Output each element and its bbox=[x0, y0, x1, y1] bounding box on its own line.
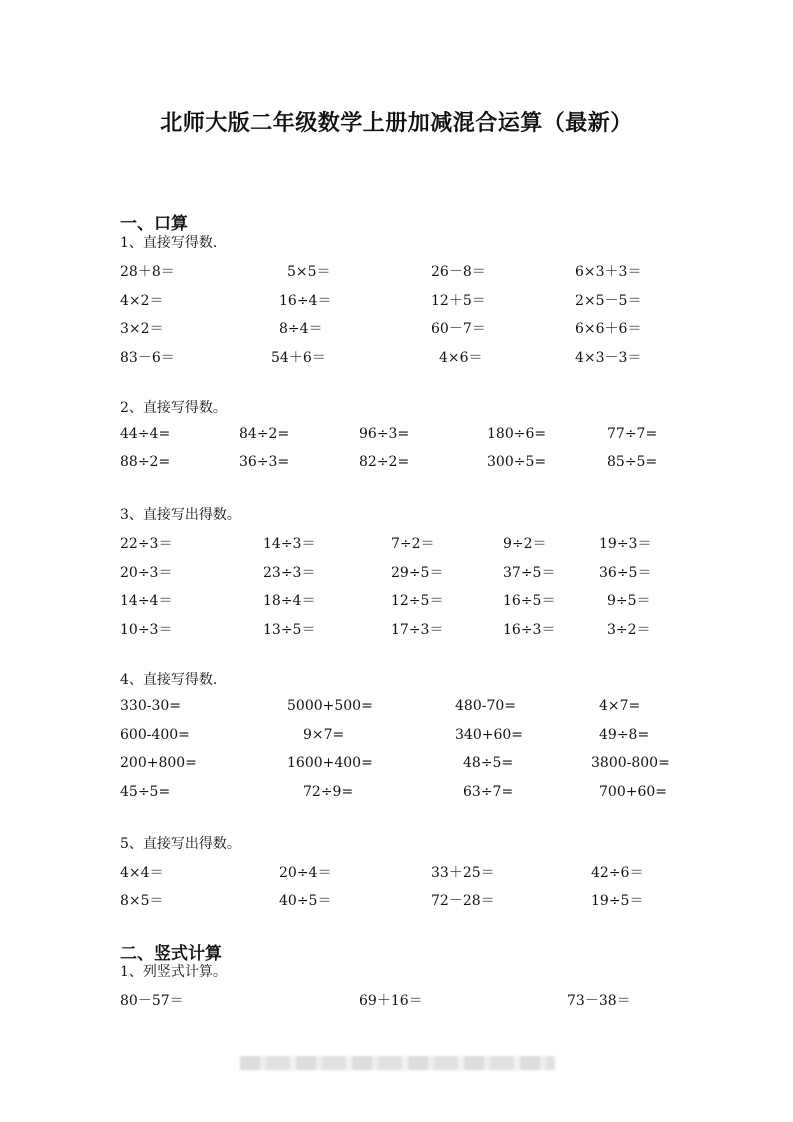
exercise-item: 82÷2= bbox=[359, 454, 410, 470]
exercise-item: 16÷4＝ bbox=[279, 293, 332, 309]
exercise-item: 300÷5= bbox=[487, 454, 547, 470]
exercise-item: 40÷5＝ bbox=[279, 893, 332, 909]
exercise-row bbox=[0, 454, 793, 474]
exercise-item: 3800-800= bbox=[591, 755, 670, 771]
exercise-row bbox=[0, 533, 793, 553]
exercise-item: 12＋5＝ bbox=[431, 293, 486, 309]
exercise-item: 80－57＝ bbox=[120, 993, 184, 1009]
section-oral-heading: 一、口算 bbox=[120, 214, 188, 234]
exercise-row bbox=[0, 290, 793, 310]
exercise-item: 36÷3= bbox=[239, 454, 290, 470]
exercise-item: 33＋25＝ bbox=[431, 865, 495, 881]
instruction-2: 2、直接写得数。 bbox=[120, 400, 227, 416]
exercise-item: 6×6＋6＝ bbox=[575, 321, 642, 337]
exercise-item: 36÷5＝ bbox=[599, 565, 652, 581]
exercise-item: 63÷7= bbox=[463, 784, 514, 800]
instruction-3: 3、直接写出得数。 bbox=[120, 507, 241, 523]
exercise-item: 9÷5＝ bbox=[607, 593, 651, 609]
exercise-row bbox=[0, 755, 793, 775]
exercise-item: 10÷3＝ bbox=[120, 622, 173, 638]
exercise-item: 73－38＝ bbox=[567, 993, 631, 1009]
exercise-item: 37÷5＝ bbox=[503, 565, 556, 581]
exercise-row bbox=[0, 990, 793, 1010]
exercise-item: 42÷6＝ bbox=[591, 865, 644, 881]
exercise-row bbox=[0, 727, 793, 747]
exercise-item: 77÷7= bbox=[607, 426, 658, 442]
exercise-item: 23÷3＝ bbox=[263, 565, 316, 581]
exercise-item: 9÷2＝ bbox=[503, 536, 547, 552]
exercise-item: 88÷2= bbox=[120, 454, 171, 470]
exercise-item: 20÷3＝ bbox=[120, 565, 173, 581]
exercise-row bbox=[0, 784, 793, 804]
exercise-item: 600-400= bbox=[120, 727, 190, 743]
exercise-item: 12÷5＝ bbox=[391, 593, 444, 609]
exercise-item: 200+800= bbox=[120, 755, 197, 771]
exercise-item: 20÷4＝ bbox=[279, 865, 332, 881]
exercise-item: 69＋16＝ bbox=[359, 993, 423, 1009]
exercise-item: 29÷5＝ bbox=[391, 565, 444, 581]
exercise-item: 14÷3＝ bbox=[263, 536, 316, 552]
exercise-item: 22÷3＝ bbox=[120, 536, 173, 552]
exercise-item: 60－7＝ bbox=[431, 321, 486, 337]
exercise-item: 5000+500= bbox=[287, 698, 373, 714]
exercise-item: 8÷4＝ bbox=[279, 321, 323, 337]
exercise-row bbox=[0, 562, 793, 582]
exercise-item: 72÷9= bbox=[303, 784, 354, 800]
exercise-item: 17÷3＝ bbox=[391, 622, 444, 638]
exercise-item: 9×7= bbox=[303, 727, 345, 743]
exercise-item: 4×7= bbox=[599, 698, 641, 714]
exercise-item: 19÷5＝ bbox=[591, 893, 644, 909]
exercise-item: 84÷2= bbox=[239, 426, 290, 442]
page-title: 北师大版二年级数学上册加减混合运算（最新） bbox=[160, 111, 633, 136]
exercise-item: 3×2＝ bbox=[120, 321, 164, 337]
exercise-item: 14÷4＝ bbox=[120, 593, 173, 609]
exercise-item: 16÷3＝ bbox=[503, 622, 556, 638]
exercise-row bbox=[0, 347, 793, 367]
exercise-item: 5×5＝ bbox=[287, 264, 331, 280]
exercise-row bbox=[0, 698, 793, 718]
footer-watermark bbox=[240, 1056, 555, 1070]
exercise-item: 2×5－5＝ bbox=[575, 293, 642, 309]
exercise-row bbox=[0, 890, 793, 910]
exercise-item: 48÷5= bbox=[463, 755, 514, 771]
exercise-item: 1600+400= bbox=[287, 755, 373, 771]
exercise-row bbox=[0, 862, 793, 882]
exercise-item: 6×3＋3＝ bbox=[575, 264, 642, 280]
exercise-item: 18÷4＝ bbox=[263, 593, 316, 609]
exercise-item: 85÷5= bbox=[607, 454, 658, 470]
exercise-item: 13÷5＝ bbox=[263, 622, 316, 638]
exercise-item: 4×3－3＝ bbox=[575, 350, 642, 366]
exercise-item: 4×6＝ bbox=[439, 350, 483, 366]
exercise-row bbox=[0, 590, 793, 610]
exercise-item: 96÷3= bbox=[359, 426, 410, 442]
section-vertical-heading: 二、竖式计算 bbox=[120, 944, 222, 964]
exercise-row bbox=[0, 318, 793, 338]
exercise-item: 45÷5= bbox=[120, 784, 171, 800]
exercise-item: 480-70= bbox=[455, 698, 516, 714]
exercise-item: 3÷2＝ bbox=[607, 622, 651, 638]
exercise-row bbox=[0, 426, 793, 446]
exercise-item: 44÷4= bbox=[120, 426, 171, 442]
exercise-item: 330-30= bbox=[120, 698, 181, 714]
exercise-item: 26－8＝ bbox=[431, 264, 486, 280]
exercise-item: 8×5＝ bbox=[120, 893, 164, 909]
instruction-4: 4、直接写得数. bbox=[120, 672, 218, 688]
instruction-vertical-1: 1、列竖式计算。 bbox=[120, 964, 227, 980]
exercise-item: 340+60= bbox=[455, 727, 523, 743]
exercise-item: 83－6＝ bbox=[120, 350, 175, 366]
exercise-item: 54＋6＝ bbox=[271, 350, 326, 366]
exercise-item: 700+60= bbox=[599, 784, 667, 800]
exercise-item: 72－28＝ bbox=[431, 893, 495, 909]
exercise-item: 49÷8= bbox=[599, 727, 650, 743]
exercise-item: 7÷2＝ bbox=[391, 536, 435, 552]
instruction-1: 1、直接写得数. bbox=[120, 235, 218, 251]
exercise-item: 180÷6= bbox=[487, 426, 547, 442]
exercise-item: 4×4＝ bbox=[120, 865, 164, 881]
exercise-item: 4×2＝ bbox=[120, 293, 164, 309]
exercise-item: 28＋8＝ bbox=[120, 264, 175, 280]
exercise-item: 16÷5＝ bbox=[503, 593, 556, 609]
exercise-row bbox=[0, 619, 793, 639]
exercise-row bbox=[0, 261, 793, 281]
exercise-item: 19÷3＝ bbox=[599, 536, 652, 552]
instruction-5: 5、直接写出得数。 bbox=[120, 836, 241, 852]
